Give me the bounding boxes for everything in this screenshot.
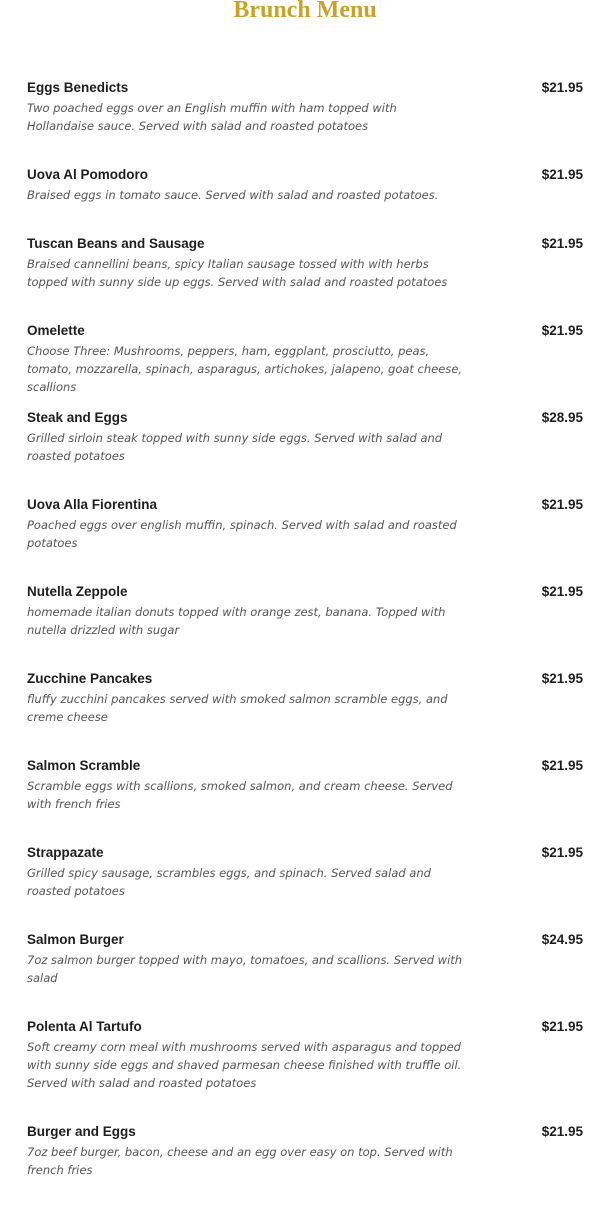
menu-item (27, 670, 583, 757)
menu-item-price: $21.95 (541, 671, 583, 686)
menu-item-name: Uova Al Pomodoro (27, 167, 149, 182)
menu-item (27, 79, 583, 166)
menu-item-name: Eggs Benedicts (27, 80, 129, 95)
menu-item-name: Uova Alla Fiorentina (27, 497, 158, 512)
menu-item (27, 931, 583, 1018)
menu-item (27, 166, 583, 235)
menu-item-name: Zucchine Pancakes (27, 671, 153, 686)
menu-item-name: Salmon Scramble (27, 758, 141, 773)
menu-item (27, 496, 583, 583)
menu-item-description: Braised eggs in tomato sauce. Served with salad and roasted potatoes. (27, 188, 439, 202)
menu-item-price: $21.95 (541, 80, 583, 95)
menu-item-name: Salmon Burger (27, 932, 124, 947)
menu-item-name: Omelette (27, 323, 85, 338)
menu-item-price: $21.95 (541, 323, 583, 338)
menu-item-price: $21.95 (541, 497, 583, 512)
menu-item-price: $21.95 (541, 236, 583, 251)
menu-item-price: $24.95 (541, 932, 583, 947)
menu-item-price: $21.95 (541, 1124, 583, 1139)
menu-item-name: Nutella Zeppole (27, 584, 128, 599)
menu-item-name: Tuscan Beans and Sausage (27, 236, 205, 251)
menu-item (27, 1018, 583, 1123)
menu-item-price: $21.95 (541, 845, 583, 860)
menu-item-description: 7oz salmon burger topped with mayo, tomatoes, and scallions. Served with salad (27, 953, 463, 985)
menu-item-price: $21.95 (541, 1019, 583, 1034)
menu-item-description: Braised cannellini beans, spicy Italian sausage tossed with with herbs topped with sunny side up eggs. Served with salad and roasted potatoes (27, 257, 448, 289)
menu-item-name: Strappazate (27, 845, 104, 860)
menu-item-name: Steak and Eggs (27, 410, 128, 425)
page-title: Brunch Menu (233, 0, 377, 23)
menu-item-description: Grilled spicy sausage, scrambles eggs, and spinach. Served salad and roasted potatoes (27, 866, 431, 898)
menu-item-price: $21.95 (541, 584, 583, 599)
menu-list (27, 79, 583, 1210)
menu-item-name: Polenta Al Tartufo (27, 1019, 142, 1034)
menu-item-description: Grilled sirloin steak topped with sunny side eggs. Served with salad and roasted potatoes (27, 431, 443, 463)
menu-item-description: 7oz beef burger, bacon, cheese and an egg over easy on top. Served with french fries (27, 1145, 453, 1177)
menu-item (27, 235, 583, 322)
menu-item (27, 583, 583, 670)
menu-item (27, 844, 583, 931)
menu-item-description: Scramble eggs with scallions, smoked salmon, and cream cheese. Served with french fries (27, 779, 453, 811)
menu-item-price: $21.95 (541, 758, 583, 773)
menu-item-name: Burger and Eggs (27, 1124, 136, 1139)
menu-item (27, 757, 583, 844)
menu-item-description: homemade italian donuts topped with orange zest, banana. Topped with nutella drizzled with sugar (27, 605, 446, 637)
menu-item-description: Soft creamy corn meal with mushrooms served with asparagus and topped with sunny side eggs and shaved parmesan cheese finished with truffle oil. Served with salad and roasted potatoes (27, 1040, 462, 1090)
menu-item-description: Two poached eggs over an English muffin with ham topped with Hollandaise sauce. Served with salad and roasted potatoes (27, 101, 397, 133)
menu-item (27, 322, 583, 409)
menu-item (27, 409, 583, 496)
menu-item-description: Poached eggs over english muffin, spinach. Served with salad and roasted potatoes (27, 518, 457, 550)
menu-item-description: fluffy zucchini pancakes served with smoked salmon scramble eggs, and creme cheese (27, 692, 448, 724)
menu-item-price: $28.95 (541, 410, 583, 425)
menu-item-description: Choose Three: Mushrooms, peppers, ham, eggplant, prosciutto, peas, tomato, mozzarella, spinach, asparagus, artichokes, jalapeno, goat cheese, scallions (27, 344, 463, 394)
menu-item-price: $21.95 (541, 167, 583, 182)
menu-item (27, 1123, 583, 1210)
